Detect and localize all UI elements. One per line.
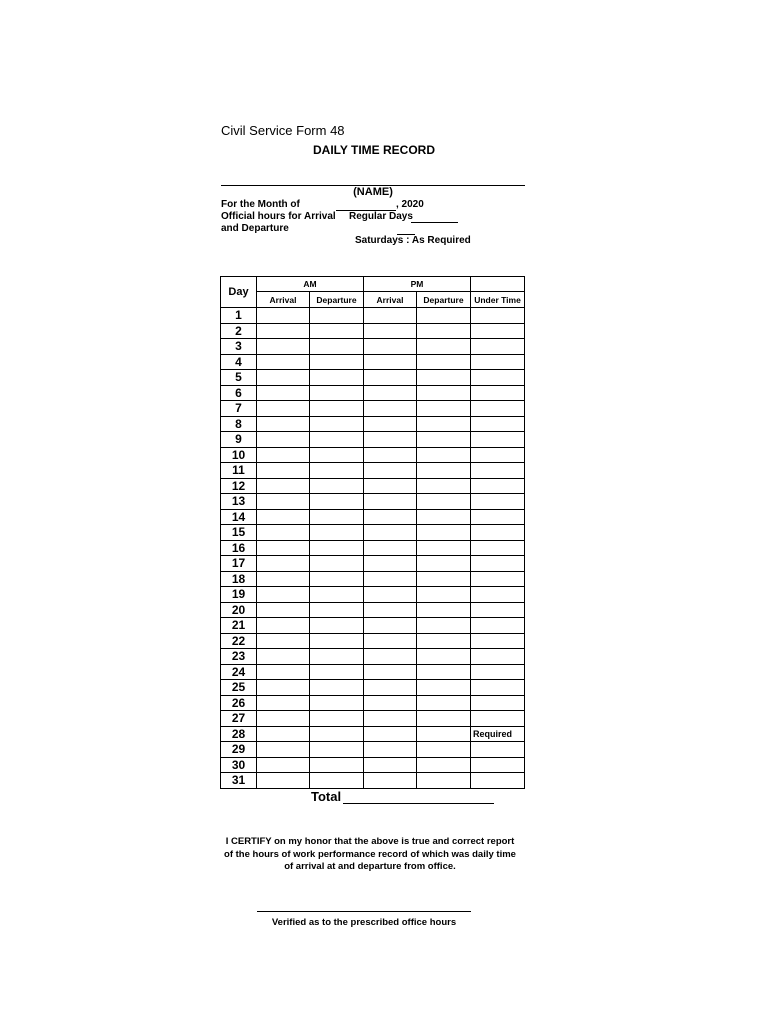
pm-arrival-cell[interactable] (364, 478, 417, 494)
under-time-cell[interactable] (471, 494, 525, 510)
table-row (221, 385, 525, 401)
am-departure-cell[interactable] (310, 540, 364, 556)
am-departure-cell[interactable] (310, 742, 364, 758)
am-departure-cell[interactable] (310, 649, 364, 665)
pm-departure-cell[interactable] (417, 649, 471, 665)
am-departure-cell[interactable] (310, 494, 364, 510)
under-time-cell[interactable] (471, 478, 525, 494)
pm-departure-cell[interactable] (417, 602, 471, 618)
am-arrival-cell[interactable] (257, 509, 310, 525)
table-row (221, 773, 525, 789)
am-arrival-cell[interactable] (257, 525, 310, 541)
under-time-cell[interactable] (471, 463, 525, 479)
under-time-cell[interactable] (471, 742, 525, 758)
am-departure-cell[interactable] (310, 308, 364, 324)
pm-arrival-cell[interactable] (364, 587, 417, 603)
pm-departure-cell[interactable] (417, 354, 471, 370)
am-departure-cell[interactable] (310, 571, 364, 587)
am-departure-cell[interactable] (310, 633, 364, 649)
pm-arrival-cell[interactable] (364, 323, 417, 339)
table-row (221, 416, 525, 432)
pm-arrival-header: Arrival (364, 292, 417, 308)
am-arrival-cell[interactable] (257, 370, 310, 386)
day-number: 24 (221, 664, 257, 680)
under-time-cell[interactable] (471, 571, 525, 587)
under-time-cell[interactable] (471, 385, 525, 401)
table-row (221, 447, 525, 463)
pm-arrival-cell[interactable] (364, 354, 417, 370)
day-number: 18 (221, 571, 257, 587)
am-departure-header: Departure (310, 292, 364, 308)
am-arrival-cell[interactable] (257, 726, 310, 742)
day-number: 16 (221, 540, 257, 556)
pm-departure-cell[interactable] (417, 478, 471, 494)
pm-arrival-cell[interactable] (364, 525, 417, 541)
under-time-header-top (471, 277, 525, 292)
am-arrival-cell[interactable] (257, 742, 310, 758)
under-time-cell[interactable] (471, 680, 525, 696)
under-time-cell[interactable]: Required (471, 726, 525, 742)
pm-departure-cell[interactable] (417, 370, 471, 386)
am-departure-cell[interactable] (310, 509, 364, 525)
pm-arrival-cell[interactable] (364, 649, 417, 665)
am-departure-cell[interactable] (310, 726, 364, 742)
under-time-cell[interactable] (471, 447, 525, 463)
day-number: 27 (221, 711, 257, 727)
day-number: 13 (221, 494, 257, 510)
time-record-table (220, 276, 525, 789)
am-departure-cell[interactable] (310, 602, 364, 618)
am-arrival-cell[interactable] (257, 494, 310, 510)
under-time-cell[interactable] (471, 664, 525, 680)
am-arrival-cell[interactable] (257, 664, 310, 680)
am-departure-cell[interactable] (310, 447, 364, 463)
table-row (221, 339, 525, 355)
page-title: DAILY TIME RECORD (312, 143, 435, 157)
day-header: Day (221, 277, 257, 308)
table-row (221, 664, 525, 680)
am-departure-cell[interactable] (310, 432, 364, 448)
pm-header: PM (364, 277, 471, 292)
under-time-cell[interactable] (471, 401, 525, 417)
signature-line[interactable] (257, 911, 471, 912)
table-row (221, 401, 525, 417)
table-row (221, 649, 525, 665)
day-number: 2 (221, 323, 257, 339)
pm-departure-cell[interactable] (417, 323, 471, 339)
pm-departure-cell[interactable] (417, 447, 471, 463)
day-number: 20 (221, 602, 257, 618)
form-number: Civil Service Form 48 (221, 123, 345, 138)
pm-arrival-cell[interactable] (364, 695, 417, 711)
am-arrival-cell[interactable] (257, 649, 310, 665)
table-row (221, 323, 525, 339)
pm-arrival-cell[interactable] (364, 339, 417, 355)
day-number: 30 (221, 757, 257, 773)
day-number: 23 (221, 649, 257, 665)
pm-departure-cell[interactable] (417, 540, 471, 556)
pm-departure-cell[interactable] (417, 711, 471, 727)
table-row (221, 618, 525, 634)
pm-departure-cell[interactable] (417, 726, 471, 742)
am-departure-cell[interactable] (310, 556, 364, 572)
pm-departure-cell[interactable] (417, 773, 471, 789)
table-row (221, 354, 525, 370)
am-departure-cell[interactable] (310, 525, 364, 541)
under-time-cell[interactable] (471, 525, 525, 541)
table-row (221, 540, 525, 556)
pm-arrival-cell[interactable] (364, 757, 417, 773)
table-row (221, 695, 525, 711)
am-departure-cell[interactable] (310, 618, 364, 634)
under-time-cell[interactable] (471, 339, 525, 355)
am-arrival-cell[interactable] (257, 757, 310, 773)
pm-departure-cell[interactable] (417, 401, 471, 417)
under-time-header: Under Time (471, 292, 525, 308)
pm-departure-cell[interactable] (417, 463, 471, 479)
table-row (221, 711, 525, 727)
pm-departure-cell[interactable] (417, 556, 471, 572)
am-arrival-cell[interactable] (257, 447, 310, 463)
table-row (221, 602, 525, 618)
pm-departure-cell[interactable] (417, 509, 471, 525)
pm-arrival-cell[interactable] (364, 711, 417, 727)
pm-arrival-cell[interactable] (364, 401, 417, 417)
hours-label-line2: and Departure (221, 223, 289, 234)
day-number: 12 (221, 478, 257, 494)
am-departure-cell[interactable] (310, 695, 364, 711)
pm-arrival-cell[interactable] (364, 602, 417, 618)
am-arrival-cell[interactable] (257, 633, 310, 649)
pm-departure-cell[interactable] (417, 494, 471, 510)
day-number: 22 (221, 633, 257, 649)
day-number: 9 (221, 432, 257, 448)
under-time-cell[interactable] (471, 509, 525, 525)
am-arrival-cell[interactable] (257, 602, 310, 618)
pm-departure-cell[interactable] (417, 633, 471, 649)
pm-arrival-cell[interactable] (364, 447, 417, 463)
pm-departure-cell[interactable] (417, 308, 471, 324)
year-text: , 2020 (396, 199, 424, 210)
pm-departure-cell[interactable] (417, 757, 471, 773)
table-row (221, 587, 525, 603)
under-time-cell[interactable] (471, 695, 525, 711)
day-number: 1 (221, 308, 257, 324)
total-label: Total (311, 789, 342, 804)
pm-departure-cell[interactable] (417, 587, 471, 603)
day-number: 17 (221, 556, 257, 572)
certification-text: I CERTIFY on my honor that the above is true and correct report of the hours of work performance record of which was daily time of arrival at and departure from office. (224, 836, 516, 872)
table-row (221, 308, 525, 324)
month-label: For the Month of (221, 199, 300, 210)
pm-arrival-cell[interactable] (364, 463, 417, 479)
pm-arrival-cell[interactable] (364, 416, 417, 432)
verified-label: Verified as to the prescribed office hours (271, 917, 457, 928)
day-number: 10 (221, 447, 257, 463)
am-departure-cell[interactable] (310, 680, 364, 696)
pm-arrival-cell[interactable] (364, 385, 417, 401)
am-departure-cell[interactable] (310, 463, 364, 479)
pm-departure-cell[interactable] (417, 571, 471, 587)
day-number: 11 (221, 463, 257, 479)
am-arrival-cell[interactable] (257, 416, 310, 432)
am-departure-cell[interactable] (310, 773, 364, 789)
pm-arrival-cell[interactable] (364, 618, 417, 634)
am-arrival-cell[interactable] (257, 773, 310, 789)
day-number: 15 (221, 525, 257, 541)
under-time-cell[interactable] (471, 757, 525, 773)
pm-arrival-cell[interactable] (364, 540, 417, 556)
day-number: 14 (221, 509, 257, 525)
table-row (221, 726, 525, 742)
day-number: 31 (221, 773, 257, 789)
table-row (221, 742, 525, 758)
under-time-cell[interactable] (471, 773, 525, 789)
pm-arrival-cell[interactable] (364, 509, 417, 525)
table-row (221, 525, 525, 541)
day-number: 3 (221, 339, 257, 355)
am-arrival-cell[interactable] (257, 463, 310, 479)
pm-departure-cell[interactable] (417, 664, 471, 680)
am-arrival-cell[interactable] (257, 339, 310, 355)
day-number: 29 (221, 742, 257, 758)
hours-label-line1: Official hours for Arrival (221, 211, 336, 222)
am-arrival-cell[interactable] (257, 680, 310, 696)
am-arrival-header: Arrival (257, 292, 310, 308)
am-arrival-cell[interactable] (257, 323, 310, 339)
table-row (221, 494, 525, 510)
pm-arrival-cell[interactable] (364, 494, 417, 510)
am-departure-cell[interactable] (310, 339, 364, 355)
am-arrival-cell[interactable] (257, 401, 310, 417)
pm-departure-header: Departure (417, 292, 471, 308)
table-row (221, 432, 525, 448)
day-number: 19 (221, 587, 257, 603)
pm-departure-cell[interactable] (417, 432, 471, 448)
am-arrival-cell[interactable] (257, 478, 310, 494)
am-arrival-cell[interactable] (257, 695, 310, 711)
table-row (221, 370, 525, 386)
am-departure-cell[interactable] (310, 757, 364, 773)
pm-arrival-cell[interactable] (364, 773, 417, 789)
pm-departure-cell[interactable] (417, 339, 471, 355)
table-row (221, 478, 525, 494)
am-arrival-cell[interactable] (257, 354, 310, 370)
am-departure-cell[interactable] (310, 416, 364, 432)
under-time-cell[interactable] (471, 587, 525, 603)
am-header: AM (257, 277, 364, 292)
am-arrival-cell[interactable] (257, 385, 310, 401)
pm-departure-cell[interactable] (417, 742, 471, 758)
am-departure-cell[interactable] (310, 478, 364, 494)
pm-departure-cell[interactable] (417, 618, 471, 634)
under-time-cell[interactable] (471, 540, 525, 556)
am-arrival-cell[interactable] (257, 587, 310, 603)
day-number: 8 (221, 416, 257, 432)
pm-departure-cell[interactable] (417, 525, 471, 541)
day-number: 5 (221, 370, 257, 386)
pm-arrival-cell[interactable] (364, 680, 417, 696)
under-time-cell[interactable] (471, 370, 525, 386)
saturdays-text: Saturdays : As Required (355, 235, 471, 246)
pm-arrival-cell[interactable] (364, 370, 417, 386)
table-row (221, 556, 525, 572)
pm-arrival-cell[interactable] (364, 726, 417, 742)
pm-departure-cell[interactable] (417, 680, 471, 696)
table-row (221, 757, 525, 773)
day-number: 4 (221, 354, 257, 370)
pm-arrival-cell[interactable] (364, 432, 417, 448)
day-number: 26 (221, 695, 257, 711)
day-number: 28 (221, 726, 257, 742)
am-departure-cell[interactable] (310, 354, 364, 370)
name-label: (NAME) (353, 186, 393, 198)
pm-departure-cell[interactable] (417, 385, 471, 401)
am-departure-cell[interactable] (310, 587, 364, 603)
am-departure-cell[interactable] (310, 370, 364, 386)
under-time-cell[interactable] (471, 416, 525, 432)
under-time-cell[interactable] (471, 602, 525, 618)
am-arrival-cell[interactable] (257, 571, 310, 587)
under-time-cell[interactable] (471, 618, 525, 634)
am-arrival-cell[interactable] (257, 618, 310, 634)
regular-days-blank[interactable] (411, 222, 458, 223)
day-number: 21 (221, 618, 257, 634)
am-arrival-cell[interactable] (257, 308, 310, 324)
am-departure-cell[interactable] (310, 323, 364, 339)
table-row (221, 463, 525, 479)
pm-arrival-cell[interactable] (364, 742, 417, 758)
table-row (221, 509, 525, 525)
table-row (221, 680, 525, 696)
pm-departure-cell[interactable] (417, 416, 471, 432)
pm-arrival-cell[interactable] (364, 633, 417, 649)
am-arrival-cell[interactable] (257, 540, 310, 556)
pm-arrival-cell[interactable] (364, 571, 417, 587)
under-time-cell[interactable] (471, 308, 525, 324)
under-time-cell[interactable] (471, 556, 525, 572)
under-time-cell[interactable] (471, 432, 525, 448)
under-time-cell[interactable] (471, 323, 525, 339)
under-time-cell[interactable] (471, 633, 525, 649)
am-arrival-cell[interactable] (257, 432, 310, 448)
total-blank[interactable] (343, 803, 494, 804)
under-time-cell[interactable] (471, 711, 525, 727)
under-time-cell[interactable] (471, 649, 525, 665)
pm-departure-cell[interactable] (417, 695, 471, 711)
pm-arrival-cell[interactable] (364, 308, 417, 324)
am-departure-cell[interactable] (310, 401, 364, 417)
am-departure-cell[interactable] (310, 711, 364, 727)
day-number: 25 (221, 680, 257, 696)
am-departure-cell[interactable] (310, 664, 364, 680)
regular-days-label: Regular Days (349, 211, 413, 222)
am-arrival-cell[interactable] (257, 711, 310, 727)
pm-arrival-cell[interactable] (364, 664, 417, 680)
table-row (221, 571, 525, 587)
day-number: 6 (221, 385, 257, 401)
am-departure-cell[interactable] (310, 385, 364, 401)
am-arrival-cell[interactable] (257, 556, 310, 572)
day-number: 7 (221, 401, 257, 417)
table-row (221, 633, 525, 649)
under-time-cell[interactable] (471, 354, 525, 370)
pm-arrival-cell[interactable] (364, 556, 417, 572)
